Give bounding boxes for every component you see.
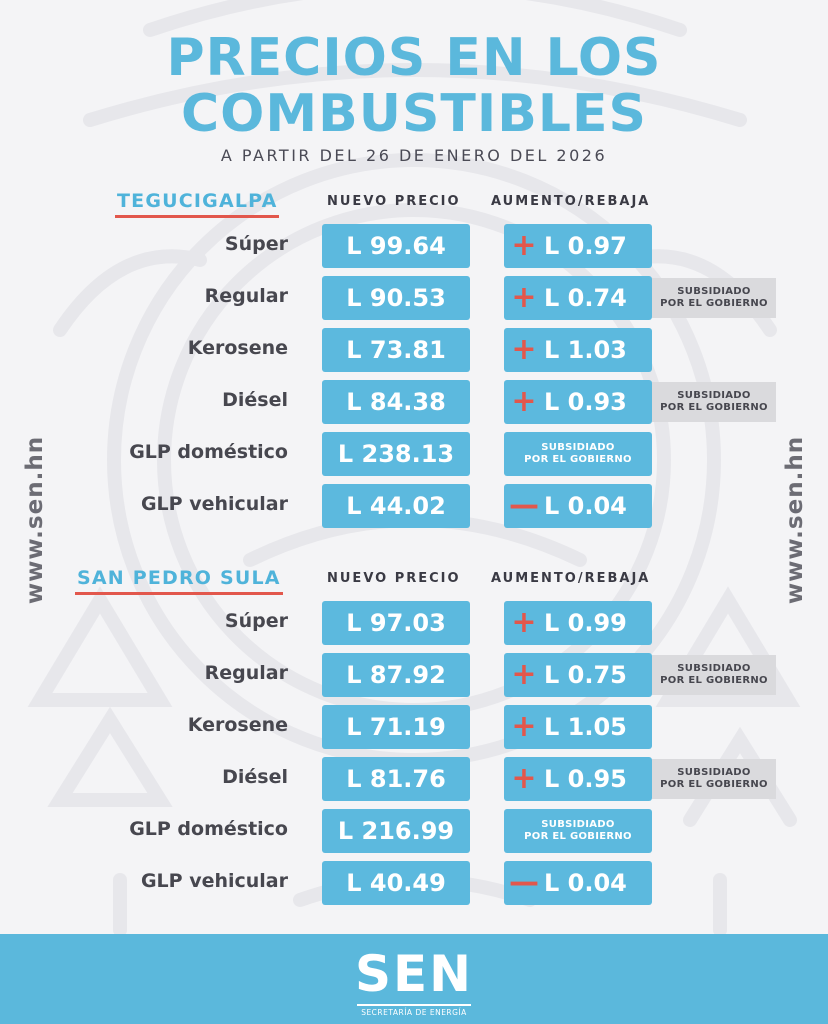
increase-sign-icon: + [511, 280, 537, 315]
change-box [504, 328, 652, 372]
price-box: L 44.02 [322, 484, 470, 528]
price-box: L 73.81 [322, 328, 470, 372]
page-title-line2: COMBUSTIBLES [181, 84, 647, 144]
change-box [504, 601, 652, 645]
column-header-change: AUMENTO/REBAJA [491, 194, 651, 209]
change-amount: L 0.75 [544, 661, 627, 689]
government-subsidy-badge [652, 655, 776, 695]
badge-line1: SUBSIDIADO [677, 286, 751, 297]
city-underline [115, 215, 279, 218]
fuel-label: Súper [224, 610, 288, 632]
increase-sign-icon: + [511, 384, 537, 419]
price-box: L 99.64 [322, 224, 470, 268]
increase-sign-icon: + [511, 709, 537, 744]
increase-sign-icon: + [511, 332, 537, 367]
badge-line1: SUBSIDIADO [677, 767, 751, 778]
government-subsidy-badge [652, 382, 776, 422]
city-heading-tegucigalpa [117, 190, 277, 212]
fuel-label: Kerosene [187, 337, 288, 359]
increase-sign-icon: + [511, 605, 537, 640]
subsidy-line2: POR EL GOBIERNO [524, 831, 632, 842]
subsidy-box [504, 809, 652, 853]
fuel-label: GLP vehicular [140, 870, 288, 892]
subsidy-line1: SUBSIDIADO [541, 442, 615, 453]
subsidy-line1: SUBSIDIADO [541, 819, 615, 830]
effective-date-subtitle: A PARTIR DEL 26 DE ENERO DEL 2026 [220, 146, 608, 165]
badge-line2: POR EL GOBIERNO [660, 675, 768, 686]
change-amount: L 0.95 [544, 765, 627, 793]
fuel-label: Diésel [222, 389, 288, 411]
price-box: L 71.19 [322, 705, 470, 749]
city-name: SAN PEDRO SULA [77, 567, 281, 589]
change-amount: L 0.93 [544, 388, 627, 416]
change-box [504, 705, 652, 749]
badge-line1: SUBSIDIADO [677, 390, 751, 401]
price-box: L 40.49 [322, 861, 470, 905]
price-box: L 84.38 [322, 380, 470, 424]
column-header-new-price: NUEVO PRECIO [327, 571, 461, 586]
increase-sign-icon: + [511, 761, 537, 796]
fuel-label: GLP doméstico [129, 441, 288, 463]
change-amount: L 1.03 [544, 336, 627, 364]
fuel-label: GLP doméstico [129, 818, 288, 840]
change-box [504, 224, 652, 268]
price-box: L 87.92 [322, 653, 470, 697]
footer-bar [0, 934, 828, 1024]
government-subsidy-badge [652, 278, 776, 318]
city-heading-san-pedro-sula [77, 567, 281, 589]
badge-line2: POR EL GOBIERNO [660, 298, 768, 309]
badge-line1: SUBSIDIADO [677, 663, 751, 674]
change-amount: L 0.97 [544, 232, 627, 260]
change-box [504, 861, 652, 905]
fuel-label: Diésel [222, 766, 288, 788]
change-box [504, 276, 652, 320]
fuel-label: Súper [224, 233, 288, 255]
website-url-left: www.sen.hn [22, 435, 48, 605]
fuel-label: Kerosene [187, 714, 288, 736]
price-box: L 81.76 [322, 757, 470, 801]
change-amount: L 0.04 [544, 869, 627, 897]
change-box [504, 380, 652, 424]
decrease-sign-icon: — [509, 488, 539, 523]
fuel-label: Regular [204, 662, 288, 684]
change-amount: L 0.74 [544, 284, 627, 312]
price-box: L 216.99 [322, 809, 470, 853]
change-amount: L 0.99 [544, 609, 627, 637]
change-amount: L 0.04 [544, 492, 627, 520]
increase-sign-icon: + [511, 657, 537, 692]
badge-line2: POR EL GOBIERNO [660, 402, 768, 413]
price-box: L 238.13 [322, 432, 470, 476]
price-box: L 97.03 [322, 601, 470, 645]
change-amount: L 1.05 [544, 713, 627, 741]
change-box [504, 484, 652, 528]
sen-logo-subtitle: SECRETARÍA DE ENERGÍA [361, 1008, 467, 1017]
city-underline [75, 592, 283, 595]
fuel-label: GLP vehicular [140, 493, 288, 515]
column-header-change: AUMENTO/REBAJA [491, 571, 651, 586]
price-box: L 90.53 [322, 276, 470, 320]
sen-logo: SEN [354, 945, 473, 1003]
badge-line2: POR EL GOBIERNO [660, 779, 768, 790]
change-box [504, 653, 652, 697]
page-title-line1: PRECIOS EN LOS [166, 28, 662, 88]
website-url-right: www.sen.hn [782, 435, 808, 605]
column-header-new-price: NUEVO PRECIO [327, 194, 461, 209]
logo-divider [357, 1004, 471, 1006]
increase-sign-icon: + [511, 228, 537, 263]
government-subsidy-badge [652, 759, 776, 799]
decrease-sign-icon: — [509, 865, 539, 900]
subsidy-box [504, 432, 652, 476]
fuel-label: Regular [204, 285, 288, 307]
city-name: TEGUCIGALPA [117, 190, 278, 212]
change-box [504, 757, 652, 801]
subsidy-line2: POR EL GOBIERNO [524, 454, 632, 465]
